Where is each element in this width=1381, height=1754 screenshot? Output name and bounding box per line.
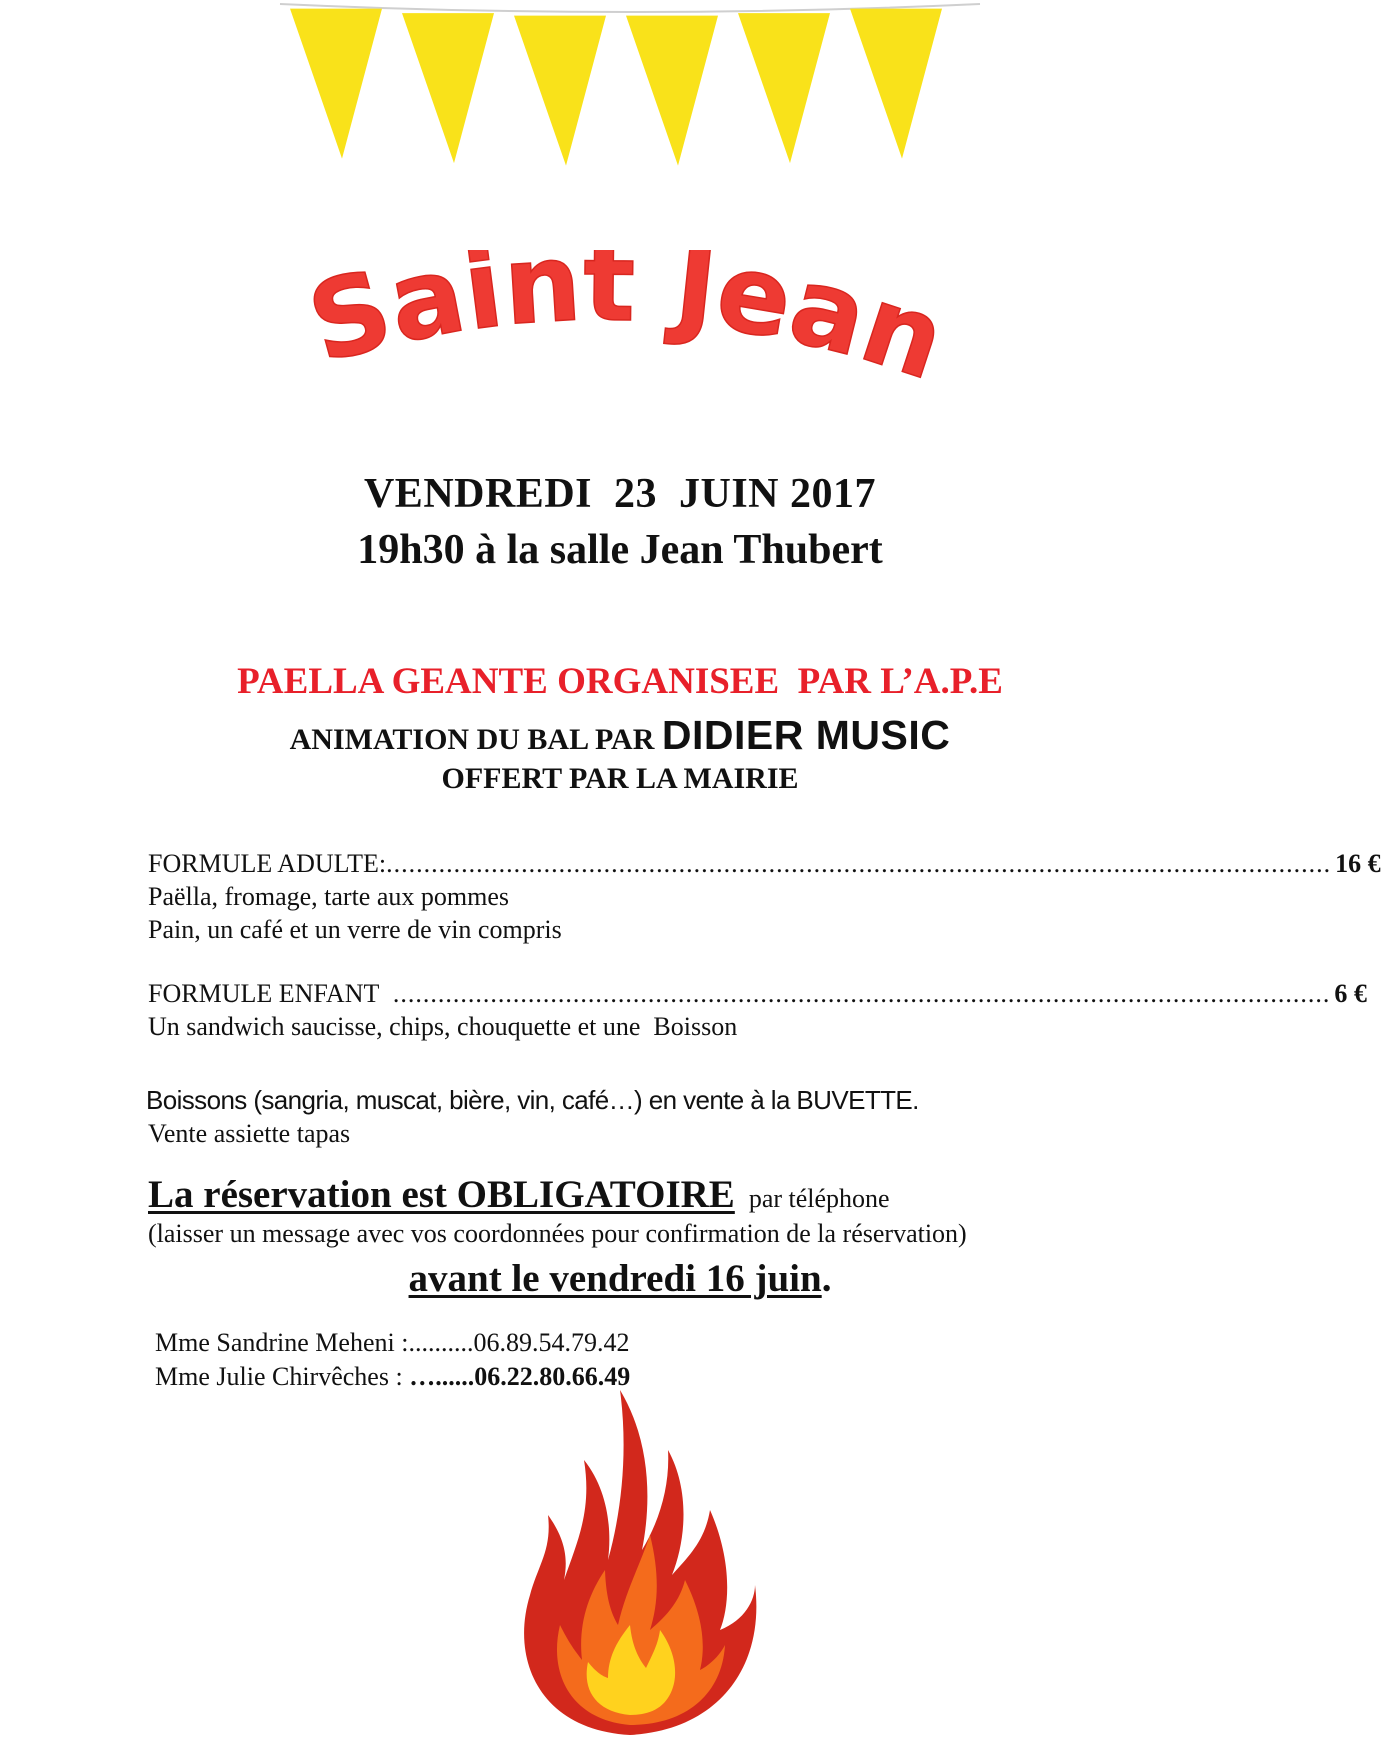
flame-icon [500, 1390, 760, 1740]
offered-line: OFFERT PAR LA MAIRIE [441, 762, 799, 795]
pennant [626, 16, 718, 166]
adult-formula-price: 16 € [1335, 849, 1381, 878]
drinks-line: Boissons (sangria, muscat, bière, vin, café…) en vente à la BUVETTE. [146, 1085, 919, 1115]
animation-prefix: ANIMATION DU BAL PAR [289, 723, 662, 756]
pennant [738, 13, 830, 163]
bunting-icon [280, 0, 980, 200]
title [240, 250, 1020, 460]
tapas-line: Vente assiette tapas [148, 1119, 351, 1148]
deadline-line [0, 1256, 1240, 1301]
reservation-method: par téléphone [748, 1184, 890, 1213]
contact-row [155, 1328, 629, 1358]
deadline-period: . [821, 1257, 832, 1300]
child-formula-desc: Un sandwich saucisse, chips, chouquette et une Boisson [148, 1012, 738, 1041]
adult-formula-desc: Paëlla, fromage, tarte aux pommes [148, 882, 509, 911]
pennant [290, 9, 382, 159]
pennant [402, 13, 494, 163]
reservation-note: (laisser un message avec vos coordonnées pour confirmation de la réservation) [148, 1219, 967, 1248]
svg-text:Saint Jean [297, 250, 960, 405]
reservation-deadline: avant le vendredi 16 juin [408, 1257, 822, 1300]
paella-line: PAELLA GEANTE ORGANISEE PAR L’A.P.E [237, 661, 1003, 702]
contact-phone: 06.22.80.66.49 [474, 1362, 631, 1391]
contact-name: Mme Julie Chirvêches : [155, 1362, 410, 1391]
contact-leader: .......... [408, 1328, 474, 1357]
contact-leader: …...... [409, 1362, 475, 1391]
child-formula-label: FORMULE ENFANT [148, 979, 386, 1008]
animation-line [0, 712, 1240, 759]
reservation-line [148, 1172, 890, 1217]
pennant [850, 9, 942, 159]
pennant [514, 16, 606, 166]
event-date: VENDREDI 23 JUIN 2017 [363, 471, 877, 517]
contact-row [155, 1362, 630, 1392]
contact-phone: 06.89.54.79.42 [473, 1328, 630, 1357]
adult-formula-desc: Pain, un café et un verre de vin compris [148, 915, 562, 944]
reservation-mandatory: La réservation est OBLIGATOIRE [148, 1173, 735, 1216]
event-time-place: 19h30 à la salle Jean Thubert [357, 527, 883, 573]
adult-formula-row [148, 848, 1381, 880]
dot-leader: ............................................................................................................................. [385, 979, 1331, 1008]
adult-formula-label: FORMULE ADULTE: [148, 849, 387, 878]
dj-name: DIDIER MUSIC [661, 712, 951, 758]
child-formula-price: 6 € [1334, 979, 1367, 1008]
contact-name: Mme Sandrine Meheni : [155, 1328, 409, 1357]
page-title: Saint Jean [296, 250, 960, 405]
dot-leader: .............................................................................................................................. [386, 849, 1332, 878]
child-formula-row [148, 978, 1367, 1010]
